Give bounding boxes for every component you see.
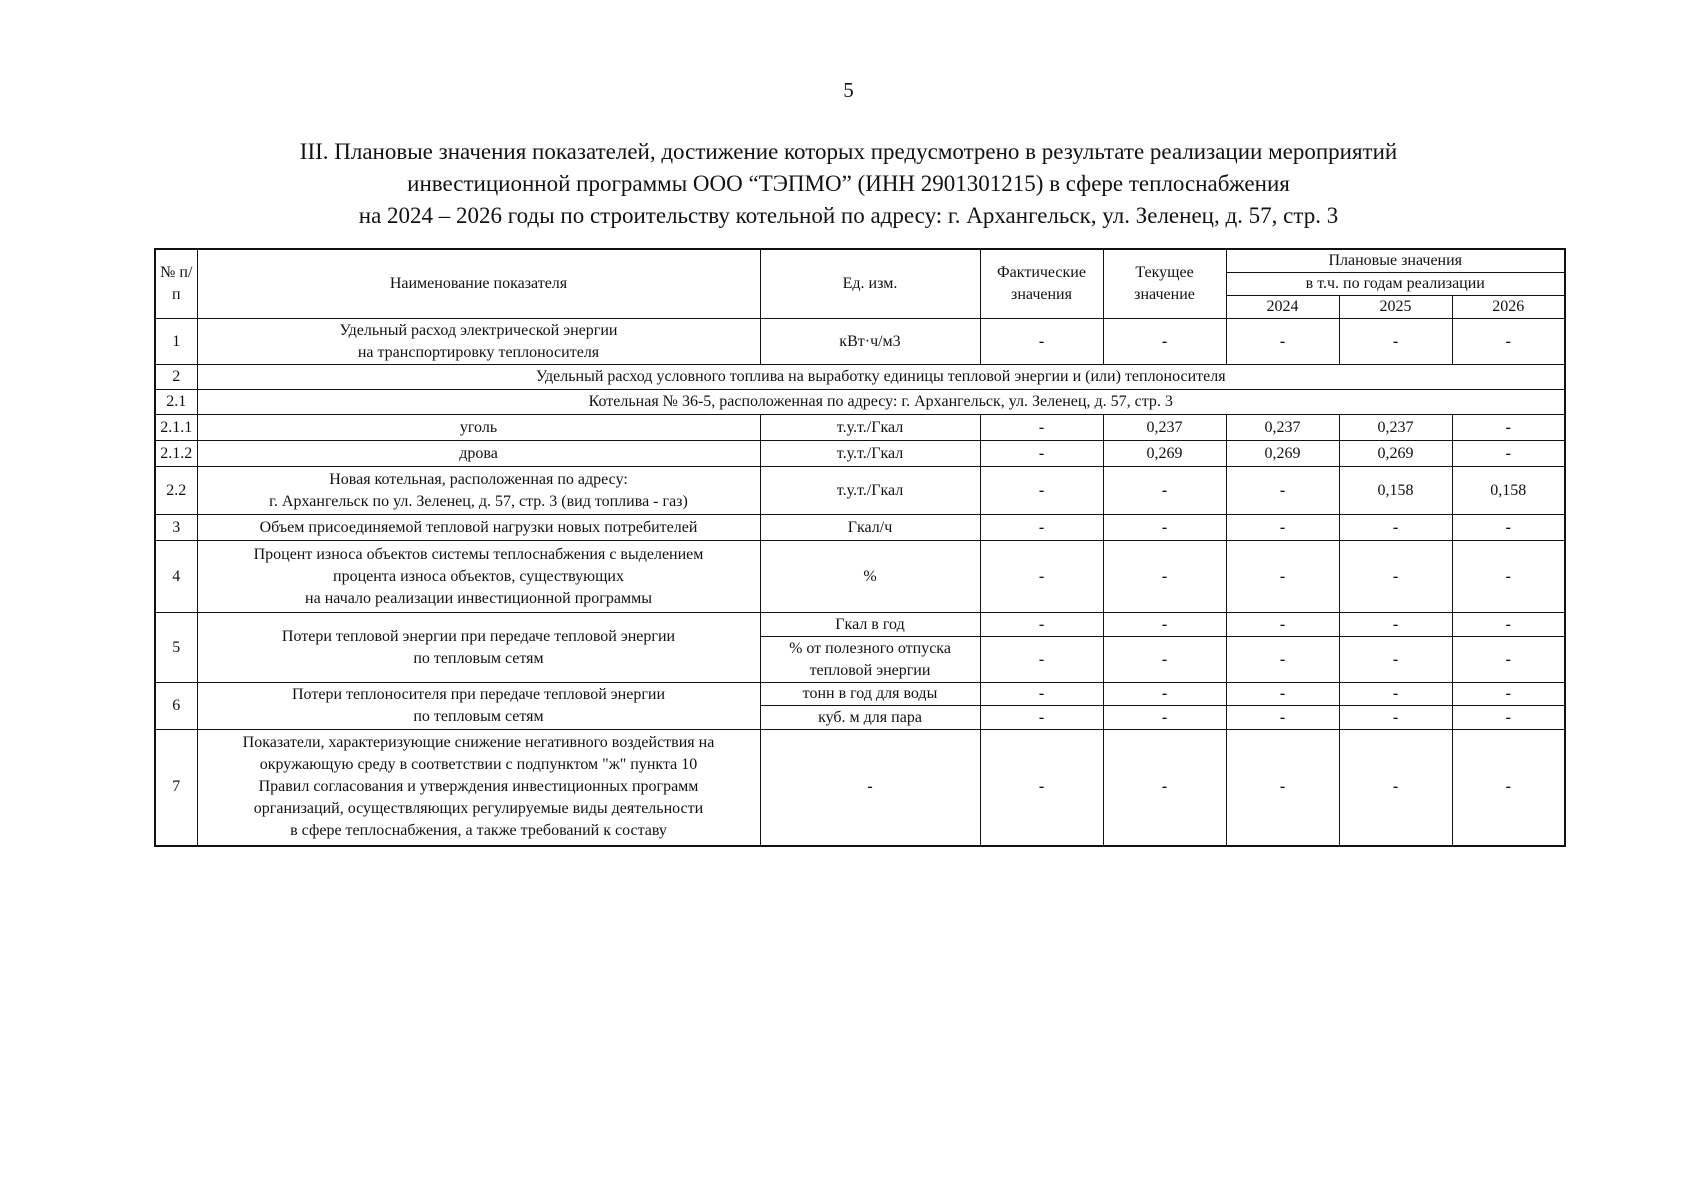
indicators-table [154, 248, 1566, 847]
row-unit: кВт·ч/м3 [760, 319, 980, 365]
row-2024: 0,237 [1226, 415, 1339, 441]
page-number: 5 [843, 78, 854, 102]
row-name: Котельная № 36-5, расположенная по адресу: г. Архангельск, ул. Зеленец, д. 57, стр. 3 [197, 390, 1565, 415]
row-name [197, 541, 760, 613]
row-2026: - [1452, 613, 1565, 637]
row-2025: - [1339, 541, 1452, 613]
row-name-line: на транспортировку теплоносителя [357, 343, 600, 361]
row-current: 0,237 [1103, 415, 1226, 441]
row-unit: тонн в год для воды [760, 683, 980, 706]
row-name-line: Новая котельная, расположенная по адресу: [329, 470, 628, 488]
row-unit-line: % от полезного отпуска [789, 639, 951, 657]
row-num: 3 [155, 515, 197, 541]
title-line-1: III. Плановые значения показателей, достижение которых предусмотрено в результате реализации мероприятий [299, 139, 1398, 164]
header-year-2025: 2025 [1339, 296, 1452, 319]
row-current: - [1103, 467, 1226, 515]
row-unit: т.у.т./Гкал [760, 415, 980, 441]
row-unit: куб. м для пара [760, 706, 980, 730]
row-name [197, 467, 760, 515]
title-line-2: инвестиционной программы ООО “ТЭПМО” (ИНН 2901301215) в сфере теплоснабжения [407, 171, 1290, 196]
row-2024: - [1226, 706, 1339, 730]
row-2024: - [1226, 319, 1339, 365]
row-name-line: организаций, осуществляющих регулируемые виды деятельности [253, 800, 704, 818]
row-current: - [1103, 515, 1226, 541]
row-current: - [1103, 613, 1226, 637]
row-actual: - [980, 541, 1103, 613]
row-2026: - [1452, 637, 1565, 683]
row-name-line: Потери теплоносителя при передаче тепловой энергии [292, 686, 665, 703]
table-row [155, 441, 1565, 467]
table-row [155, 467, 1565, 515]
table-row [155, 319, 1565, 365]
row-2026: - [1452, 541, 1565, 613]
table-row [155, 365, 1565, 390]
row-unit: % [760, 541, 980, 613]
row-name-line: в сфере теплоснабжения, а также требований к составу [290, 822, 667, 840]
row-actual: - [980, 441, 1103, 467]
row-actual: - [980, 706, 1103, 730]
row-actual: - [980, 613, 1103, 637]
row-num: 6 [155, 683, 197, 730]
row-2024: 0,269 [1226, 441, 1339, 467]
row-name [197, 319, 760, 365]
table-row [155, 415, 1565, 441]
row-current: - [1103, 683, 1226, 706]
header-unit: Ед. изм. [760, 249, 980, 319]
row-actual: - [980, 515, 1103, 541]
row-num: 2 [155, 365, 197, 390]
header-current: Текущее значение [1103, 249, 1226, 319]
row-name: дрова [197, 441, 760, 467]
row-actual: - [980, 637, 1103, 683]
row-name-line: по тепловым сетям [413, 649, 544, 667]
row-unit: т.у.т./Гкал [760, 441, 980, 467]
row-name-line: Потери тепловой энергии при передаче тепловой энергии [281, 627, 676, 645]
row-unit [760, 637, 980, 683]
table-row [155, 541, 1565, 613]
row-name-line: процента износа объектов, существующих [333, 567, 624, 585]
row-actual: - [980, 683, 1103, 706]
row-current: - [1103, 319, 1226, 365]
row-current: 0,269 [1103, 441, 1226, 467]
row-current: - [1103, 730, 1226, 846]
header-year-2026: 2026 [1452, 296, 1565, 319]
row-actual: - [980, 467, 1103, 515]
row-2026: - [1452, 706, 1565, 730]
row-2026: - [1452, 730, 1565, 846]
row-name [197, 613, 760, 683]
row-num: 2.1.2 [155, 441, 197, 467]
row-name: Объем присоединяемой тепловой нагрузки новых потребителей [197, 515, 760, 541]
header-num: № п/п [155, 249, 197, 319]
row-name-line: по тепловым сетям [413, 708, 544, 725]
row-2026: - [1452, 683, 1565, 706]
row-num: 5 [155, 613, 197, 683]
row-name-line: Правил согласования и утверждения инвестиционных программ [258, 778, 699, 796]
row-2024: - [1226, 515, 1339, 541]
row-2025: - [1339, 730, 1452, 846]
row-2025: - [1339, 319, 1452, 365]
row-2024: - [1226, 683, 1339, 706]
header-row-1 [155, 249, 1565, 273]
row-name: Удельный расход условного топлива на выработку единицы тепловой энергии и (или) теплоносителя [197, 365, 1565, 390]
row-2025: - [1339, 706, 1452, 730]
row-actual: - [980, 730, 1103, 846]
row-2024: - [1226, 637, 1339, 683]
table-row [155, 390, 1565, 415]
row-2026: 0,158 [1452, 467, 1565, 515]
table-row [155, 683, 1565, 706]
row-name [197, 730, 760, 846]
row-name-line: на начало реализации инвестиционной программы [305, 589, 652, 607]
row-name-line: окружающую среду в соответствии с подпунктом "ж" пункта 10 [259, 756, 698, 774]
row-2025: - [1339, 515, 1452, 541]
row-2026: - [1452, 441, 1565, 467]
row-actual: - [980, 415, 1103, 441]
row-unit-line: тепловой энергии [809, 661, 931, 679]
row-2024: - [1226, 467, 1339, 515]
header-year-2024: 2024 [1226, 296, 1339, 319]
row-2026: - [1452, 415, 1565, 441]
row-2025: - [1339, 683, 1452, 706]
row-unit: т.у.т./Гкал [760, 467, 980, 515]
row-current: - [1103, 706, 1226, 730]
row-2026: - [1452, 515, 1565, 541]
row-2024: - [1226, 613, 1339, 637]
row-current: - [1103, 541, 1226, 613]
row-name-line: Удельный расход электрической энергии [339, 321, 618, 339]
row-num: 7 [155, 730, 197, 846]
row-2025: 0,237 [1339, 415, 1452, 441]
row-unit: Гкал/ч [760, 515, 980, 541]
row-name-line: Показатели, характеризующие снижение негативного воздействия на [242, 734, 715, 752]
row-unit: - [760, 730, 980, 846]
row-num: 4 [155, 541, 197, 613]
row-current: - [1103, 637, 1226, 683]
row-2025: - [1339, 613, 1452, 637]
row-2026: - [1452, 319, 1565, 365]
row-num: 2.2 [155, 467, 197, 515]
row-num: 1 [155, 319, 197, 365]
row-name [197, 683, 760, 730]
table-row [155, 613, 1565, 637]
title-line-3: на 2024 – 2026 годы по строительству котельной по адресу: г. Архангельск, ул. Зеленец, д. 57, стр. 3 [358, 203, 1339, 228]
document-title [0, 136, 1697, 232]
row-num: 2.1.1 [155, 415, 197, 441]
row-num: 2.1 [155, 390, 197, 415]
table-row [155, 515, 1565, 541]
row-name: уголь [197, 415, 760, 441]
row-2025: 0,269 [1339, 441, 1452, 467]
row-actual: - [980, 319, 1103, 365]
row-name-line: Процент износа объектов системы теплоснабжения с выделением [253, 545, 704, 563]
row-name-line: г. Архангельск по ул. Зеленец, д. 57, стр. 3 (вид топлива - газ) [269, 492, 688, 510]
row-2024: - [1226, 541, 1339, 613]
table-row [155, 730, 1565, 846]
header-by-years: в т.ч. по годам реализации [1226, 273, 1565, 296]
row-2024: - [1226, 730, 1339, 846]
row-2025: 0,158 [1339, 467, 1452, 515]
header-planned: Плановые значения [1226, 249, 1565, 273]
header-name: Наименование показателя [197, 249, 760, 319]
row-2025: - [1339, 637, 1452, 683]
row-unit: Гкал в год [760, 613, 980, 637]
header-actual: Фактические значения [980, 249, 1103, 319]
